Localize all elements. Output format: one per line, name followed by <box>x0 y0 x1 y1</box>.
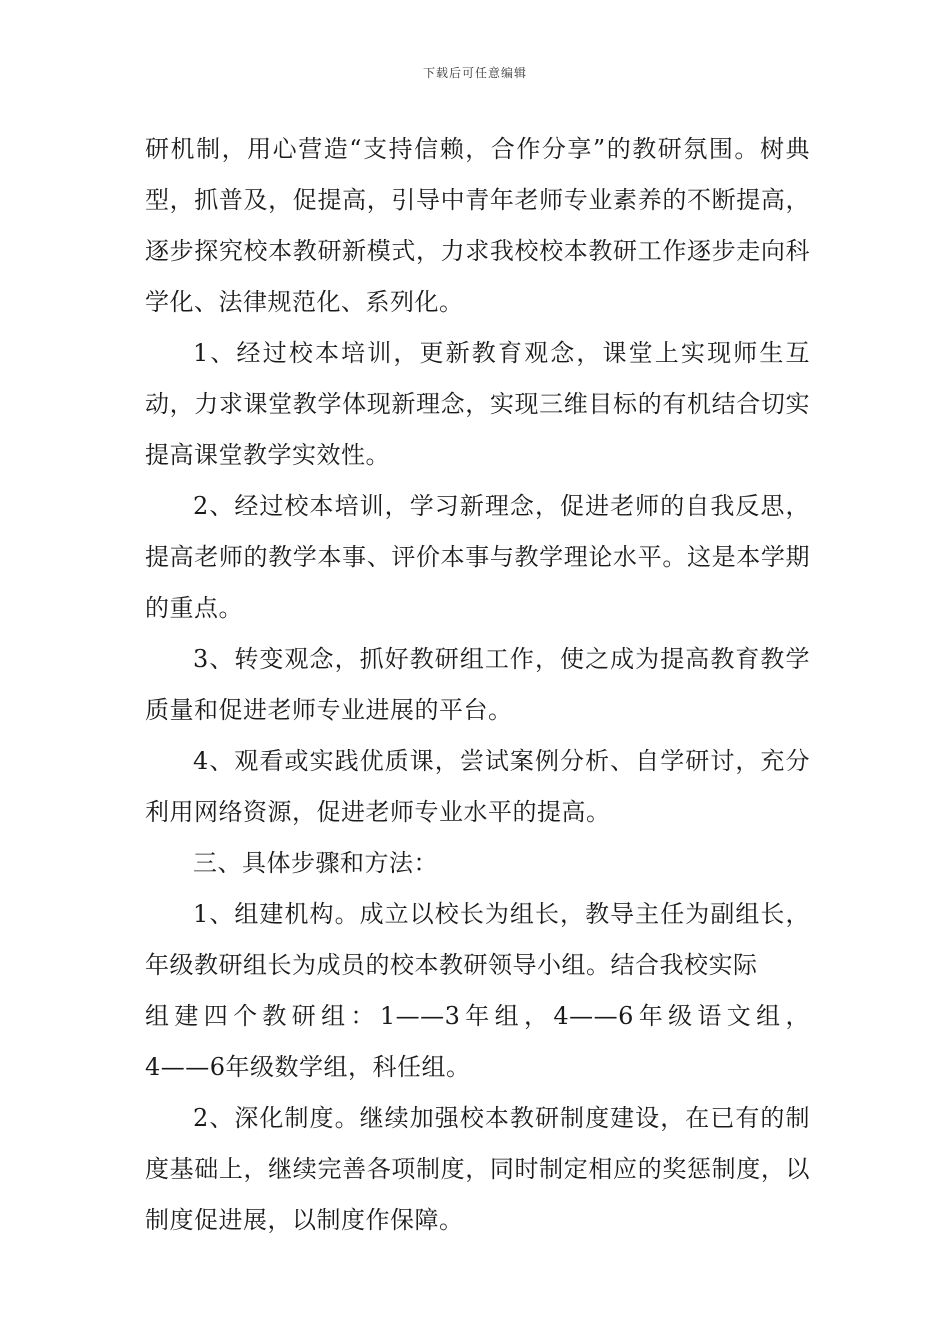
paragraph-step-1-groups: 组建四个教研组：1——3年组，4——6年级语文组， <box>145 1002 810 1030</box>
paragraph-item-1: 1、经过校本培训，更新教育观念，课堂上实现师生互动，力求课堂教学体现新理念，实现三维目标的有机结合切实提高课堂教学实效性。 <box>145 339 810 469</box>
section-heading-steps: 三、具体步骤和方法： <box>193 849 438 877</box>
document-body <box>145 124 810 1246</box>
paragraph-step-1: 1、组建机构。成立以校长为组长，教导主任为副组长，年级教研组长为成员的校本教研领导小组。结合我校实际 <box>145 900 810 979</box>
paragraph-step-1-groups-cont: 4——6年级数学组，科任组。 <box>145 1053 471 1081</box>
paragraph-step-2: 2、深化制度。继续加强校本教研制度建设，在已有的制度基础上，继续完善各项制度，同时制定相应的奖惩制度，以制度促进展，以制度作保障。 <box>145 1104 810 1234</box>
paragraph-item-3: 3、转变观念，抓好教研组工作，使之成为提高教育教学质量和促进老师专业进展的平台。 <box>145 645 810 724</box>
paragraph-intro: 研机制，用心营造“支持信赖，合作分享”的教研氛围。树典型，抓普及，促提高，引导中青年老师专业素养的不断提高，逐步探究校本教研新模式，力求我校校本教研工作逐步走向科学化、法律规范化、系列化。 <box>145 135 810 316</box>
header-note: 下载后可任意编辑 <box>422 66 527 80</box>
paragraph-item-2: 2、经过校本培训，学习新理念，促进老师的自我反思，提高老师的教学本事、评价本事与教学理论水平。这是本学期的重点。 <box>145 492 810 622</box>
paragraph-item-4: 4、观看或实践优质课，尝试案例分析、自学研讨，充分利用网络资源，促进老师专业水平的提高。 <box>145 747 810 826</box>
